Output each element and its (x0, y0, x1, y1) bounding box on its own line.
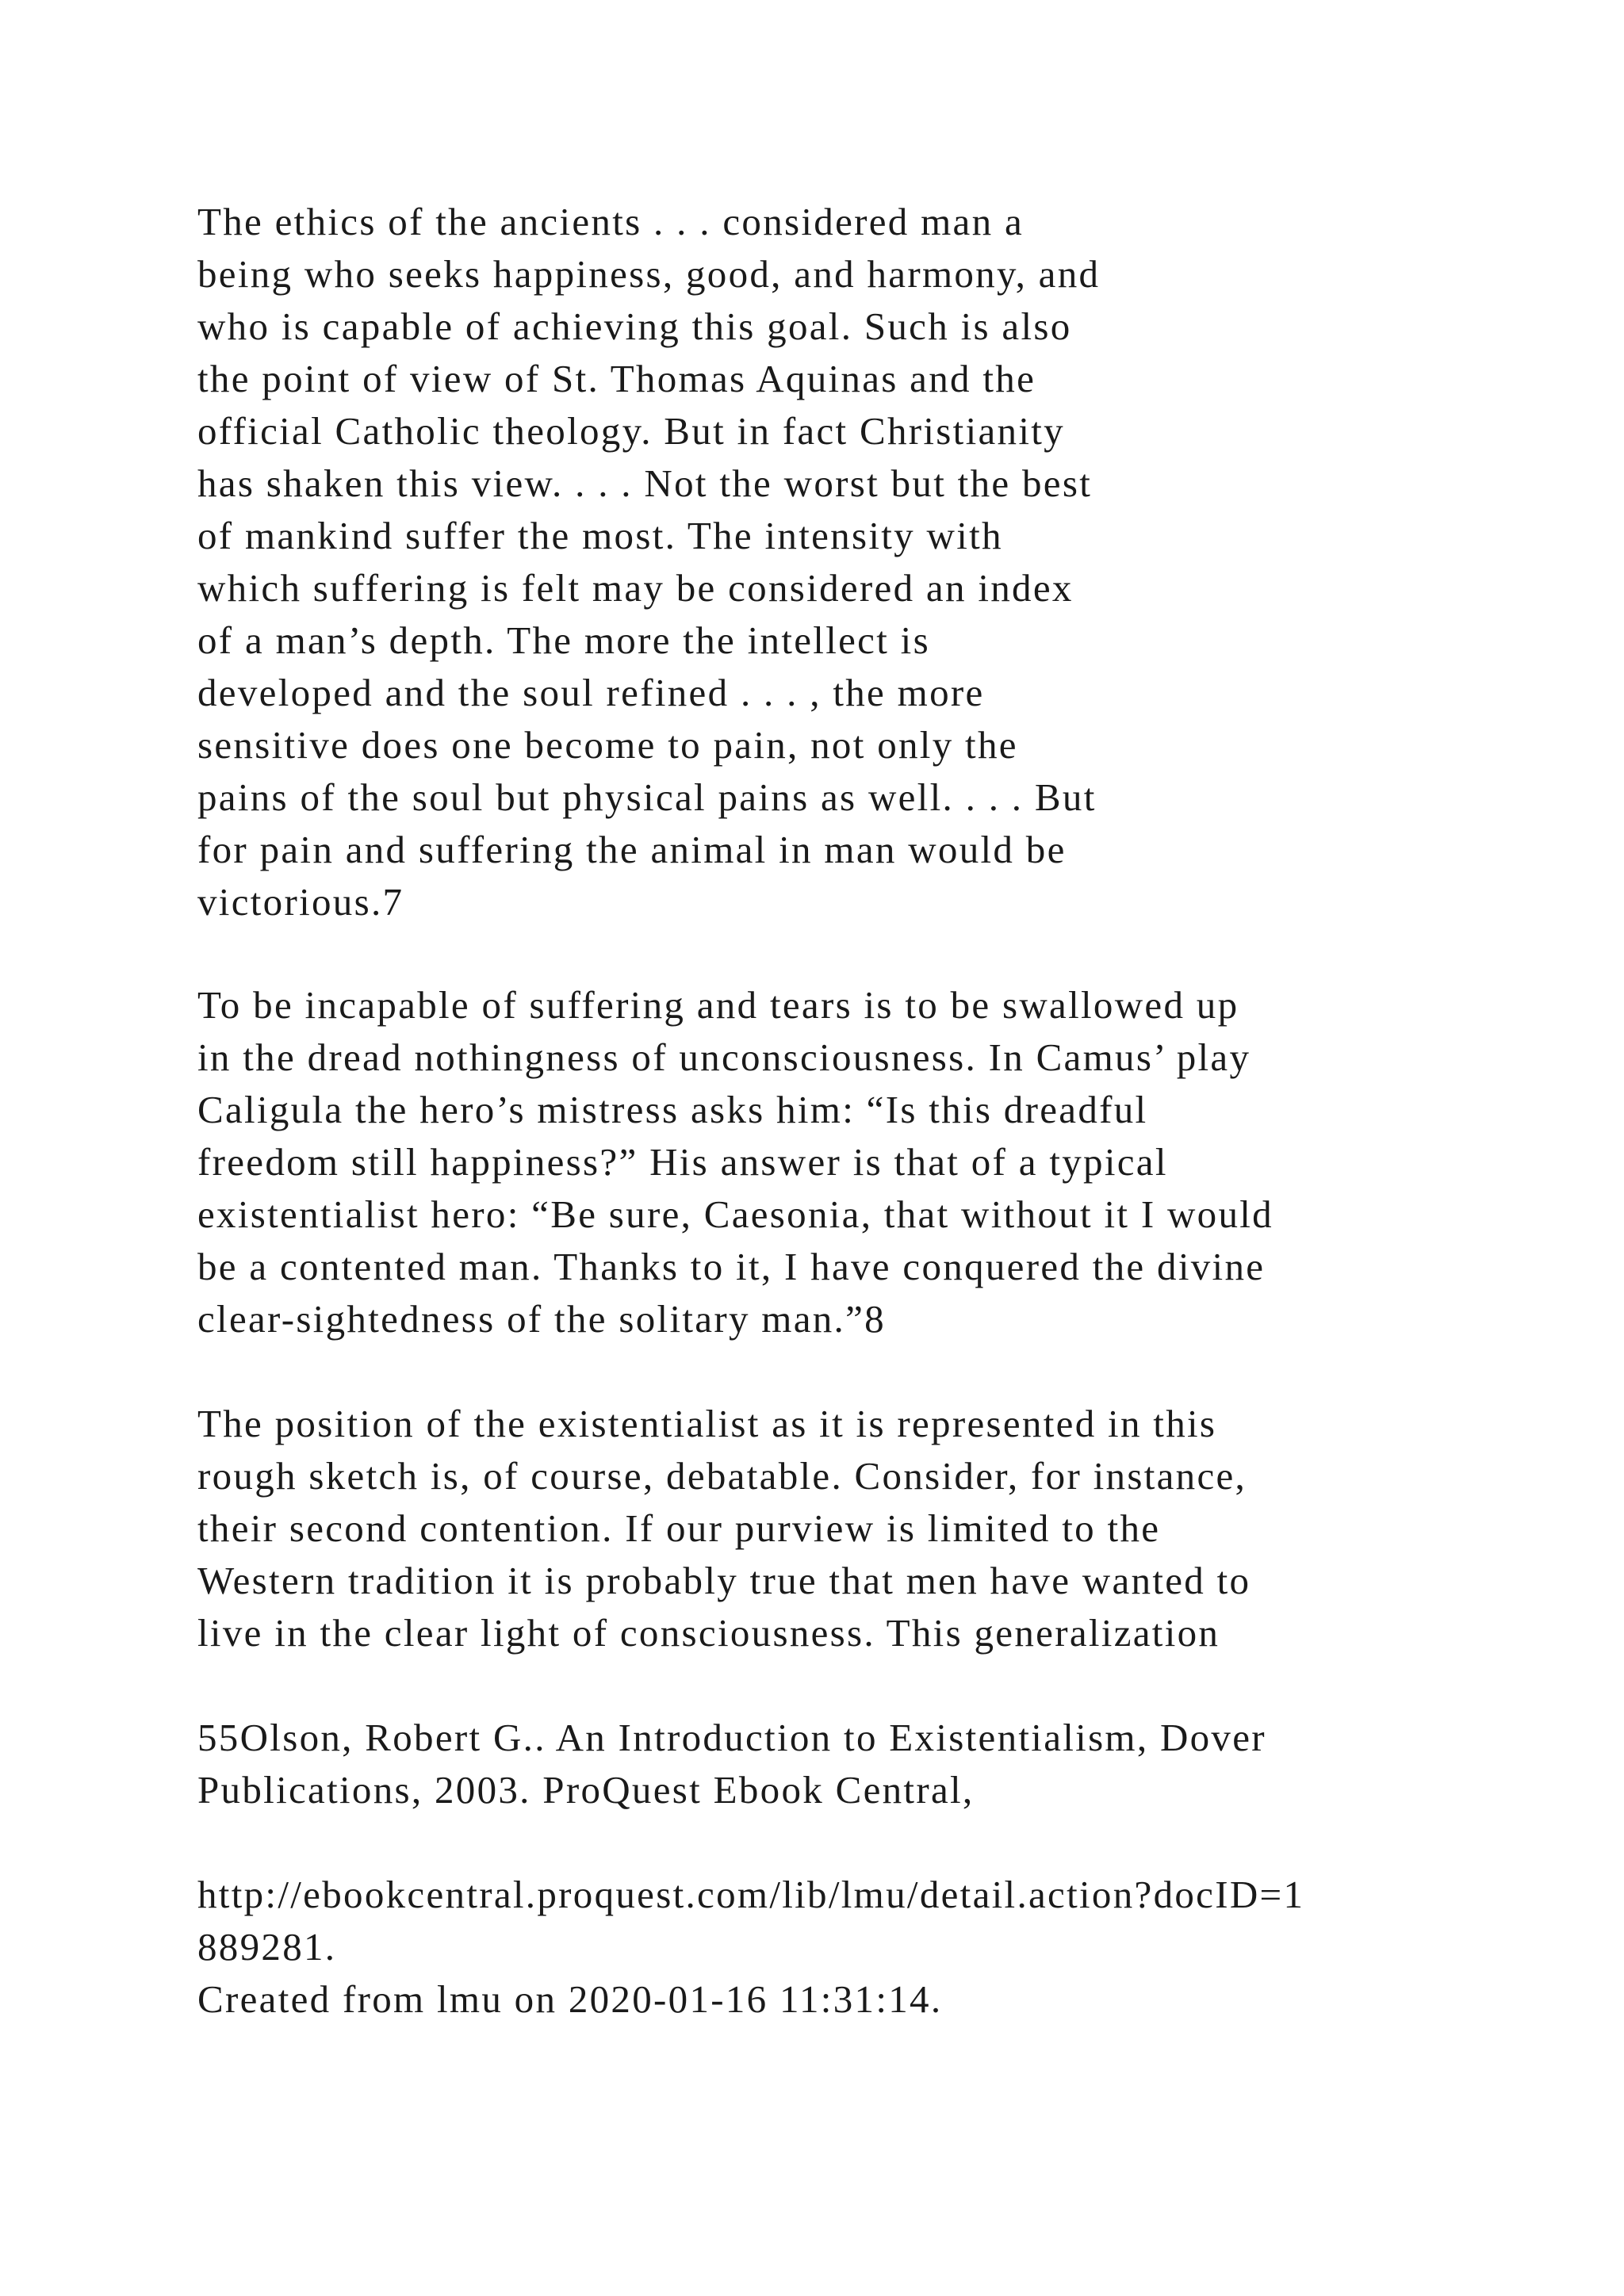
body-paragraph (197, 1398, 1251, 1659)
text-line: has shaken this view. . . . Not the worst but the best (197, 461, 1093, 505)
source-url-block (197, 1869, 1304, 2026)
block-quote-camus (197, 979, 1274, 1345)
text-line: for pain and suffering the animal in man would be (197, 828, 1067, 871)
text-line: To be incapable of suffering and tears is to be swallowed up (197, 983, 1239, 1027)
text-line: of a man’s depth. The more the intellect is (197, 618, 930, 662)
text-line: 55Olson, Robert G.. An Introduction to Existentialism, Dover (197, 1716, 1266, 1759)
text-line: rough sketch is, of course, debatable. Consider, for instance, (197, 1454, 1247, 1498)
text-line: who is capable of achieving this goal. Such is also (197, 304, 1072, 348)
source-url-link[interactable]: http://ebookcentral.proquest.com/lib/lmu/detail.action?docID=1 (197, 1873, 1305, 1916)
text-line: Publications, 2003. ProQuest Ebook Central, (197, 1768, 975, 1812)
text-line: being who seeks happiness, good, and harmony, and (197, 252, 1101, 296)
text-line: official Catholic theology. But in fact Christianity (197, 409, 1065, 453)
created-timestamp: Created from lmu on 2020-01-16 11:31:14. (197, 1977, 943, 2021)
text-line: Western tradition it is probably true that men have wanted to (197, 1559, 1251, 1602)
text-line: freedom still happiness?” His answer is that of a typical (197, 1140, 1168, 1184)
block-quote-ethics (197, 196, 1100, 928)
text-line: victorious.7 (197, 880, 404, 924)
source-url-link[interactable]: 889281. (197, 1925, 337, 1969)
text-line: existentialist hero: “Be sure, Caesonia, that without it I would (197, 1192, 1274, 1236)
text-line: sensitive does one become to pain, not only the (197, 723, 1018, 767)
text-line: of mankind suffer the most. The intensity with (197, 514, 1003, 557)
citation-footer (197, 1712, 1266, 1816)
text-line: developed and the soul refined . . . , the more (197, 671, 985, 714)
text-line: Caligula the hero’s mistress asks him: “Is this dreadful (197, 1088, 1148, 1131)
text-line: the point of view of St. Thomas Aquinas and the (197, 357, 1036, 400)
text-line: The ethics of the ancients . . . considered man a (197, 200, 1025, 243)
text-line: which suffering is felt may be considered an index (197, 566, 1074, 610)
text-line: The position of the existentialist as it is represented in this (197, 1402, 1217, 1445)
text-line: be a contented man. Thanks to it, I have conquered the divine (197, 1245, 1266, 1288)
text-line: pains of the soul but physical pains as well. . . . But (197, 775, 1097, 819)
text-line: live in the clear light of consciousness. This generalization (197, 1611, 1220, 1655)
text-line: clear-sightedness of the solitary man.”8 (197, 1297, 886, 1341)
text-line: their second contention. If our purview is limited to the (197, 1506, 1161, 1550)
text-line: in the dread nothingness of unconsciousness. In Camus’ play (197, 1035, 1251, 1079)
